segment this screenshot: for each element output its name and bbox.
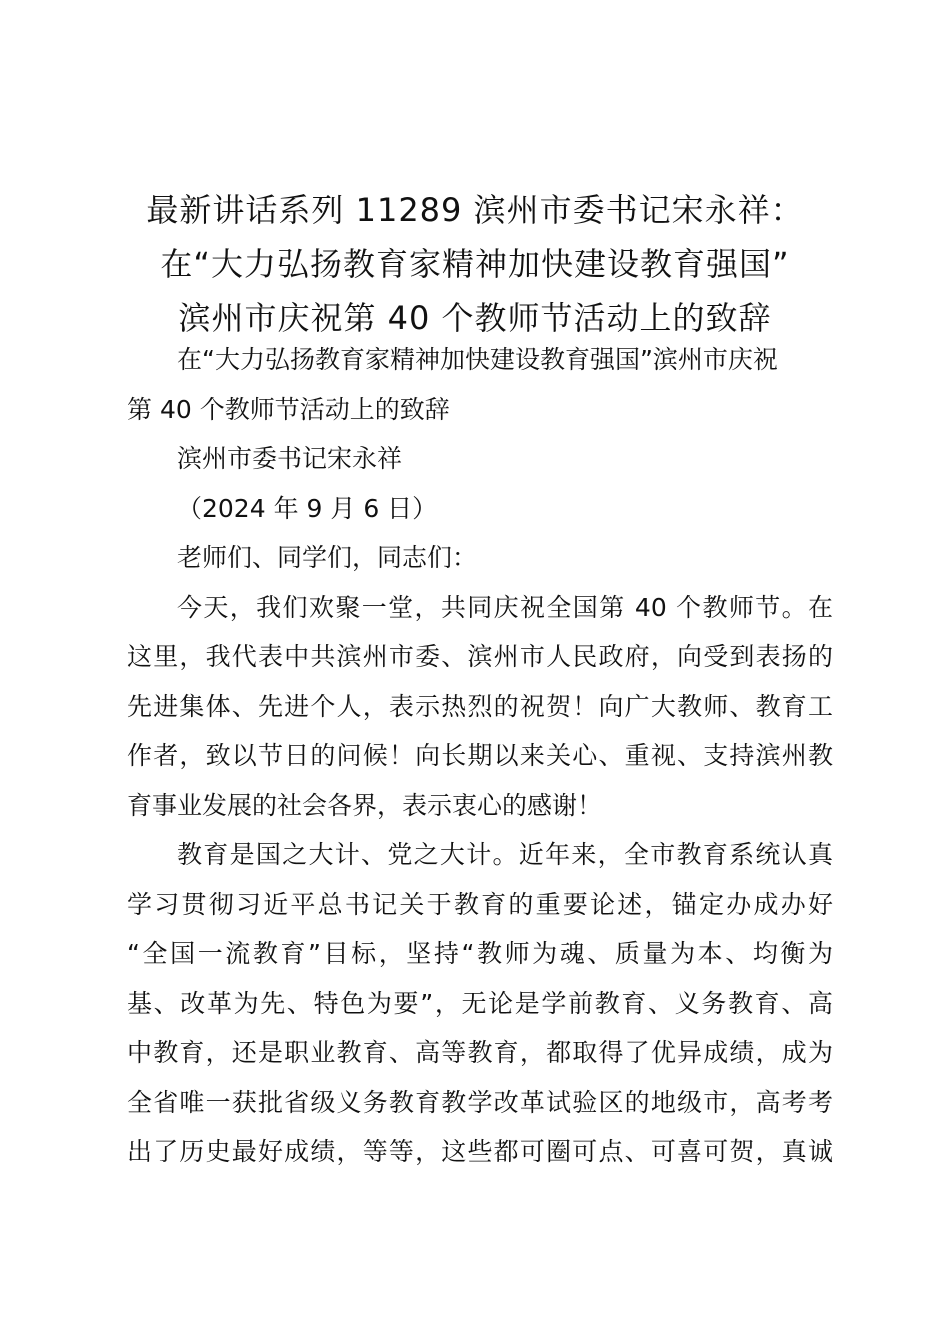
paragraph-1 [127,583,833,831]
salutation-line: 老师们、同学们，同志们： [177,543,478,572]
title-line: 在“大力弘扬教育家精神加快建设教育强国” [160,245,790,283]
paragraph-line: 全省唯一获批省级义务教育教学改革试验区的地级市，高考考 [127,1087,833,1117]
paragraph-line: 先进集体、先进个人，表示热烈的祝贺！向广大教师、教育工 [127,691,833,721]
paragraph-line: “全国一流教育”目标，坚持“教师为魂、质量为本、均衡为 [127,939,833,968]
subtitle-line: 第 40 个教师节活动上的致辞 [127,394,450,424]
paragraph-line: 中教育，还是职业教育、高等教育，都取得了优异成绩，成为 [127,1038,833,1067]
document-title [110,183,840,345]
paragraph-line: 育事业发展的社会各界，表示衷心的感谢！ [127,790,603,820]
date-line: （2024 年 9 月 6 日） [177,493,438,523]
subtitle-line: 在“大力弘扬教育家精神加快建设教育强国”滨州市庆祝 [177,345,778,374]
paragraph-line: 学习贯彻习近平总书记关于教育的重要论述，锚定办成办好 [127,889,833,919]
paragraph-line: 今天，我们欢聚一堂，共同庆祝全国第 40 个教师节。在 [177,592,833,622]
document-body [127,335,833,1177]
paragraph-line: 基、改革为先、特色为要”，无论是学前教育、义务教育、高 [127,988,833,1018]
title-line: 滨州市庆祝第 40 个教师节活动上的致辞 [178,299,772,337]
paragraph-line: 出了历史最好成绩，等等，这些都可圈可点、可喜可贺，真诚 [127,1137,833,1166]
title-line: 最新讲话系列 11289 滨州市委书记宋永祥： [146,191,804,229]
paragraph-line: 作者，致以节日的问候！向长期以来关心、重视、支持滨州教 [127,741,833,770]
paragraph-line: 教育是国之大计、党之大计。近年来，全市教育系统认真 [177,840,833,869]
speaker-line: 滨州市委书记宋永祥 [177,444,403,473]
paragraph-2 [127,830,833,1177]
paragraph-line: 这里，我代表中共滨州市委、滨州市人民政府，向受到表扬的 [127,642,833,671]
